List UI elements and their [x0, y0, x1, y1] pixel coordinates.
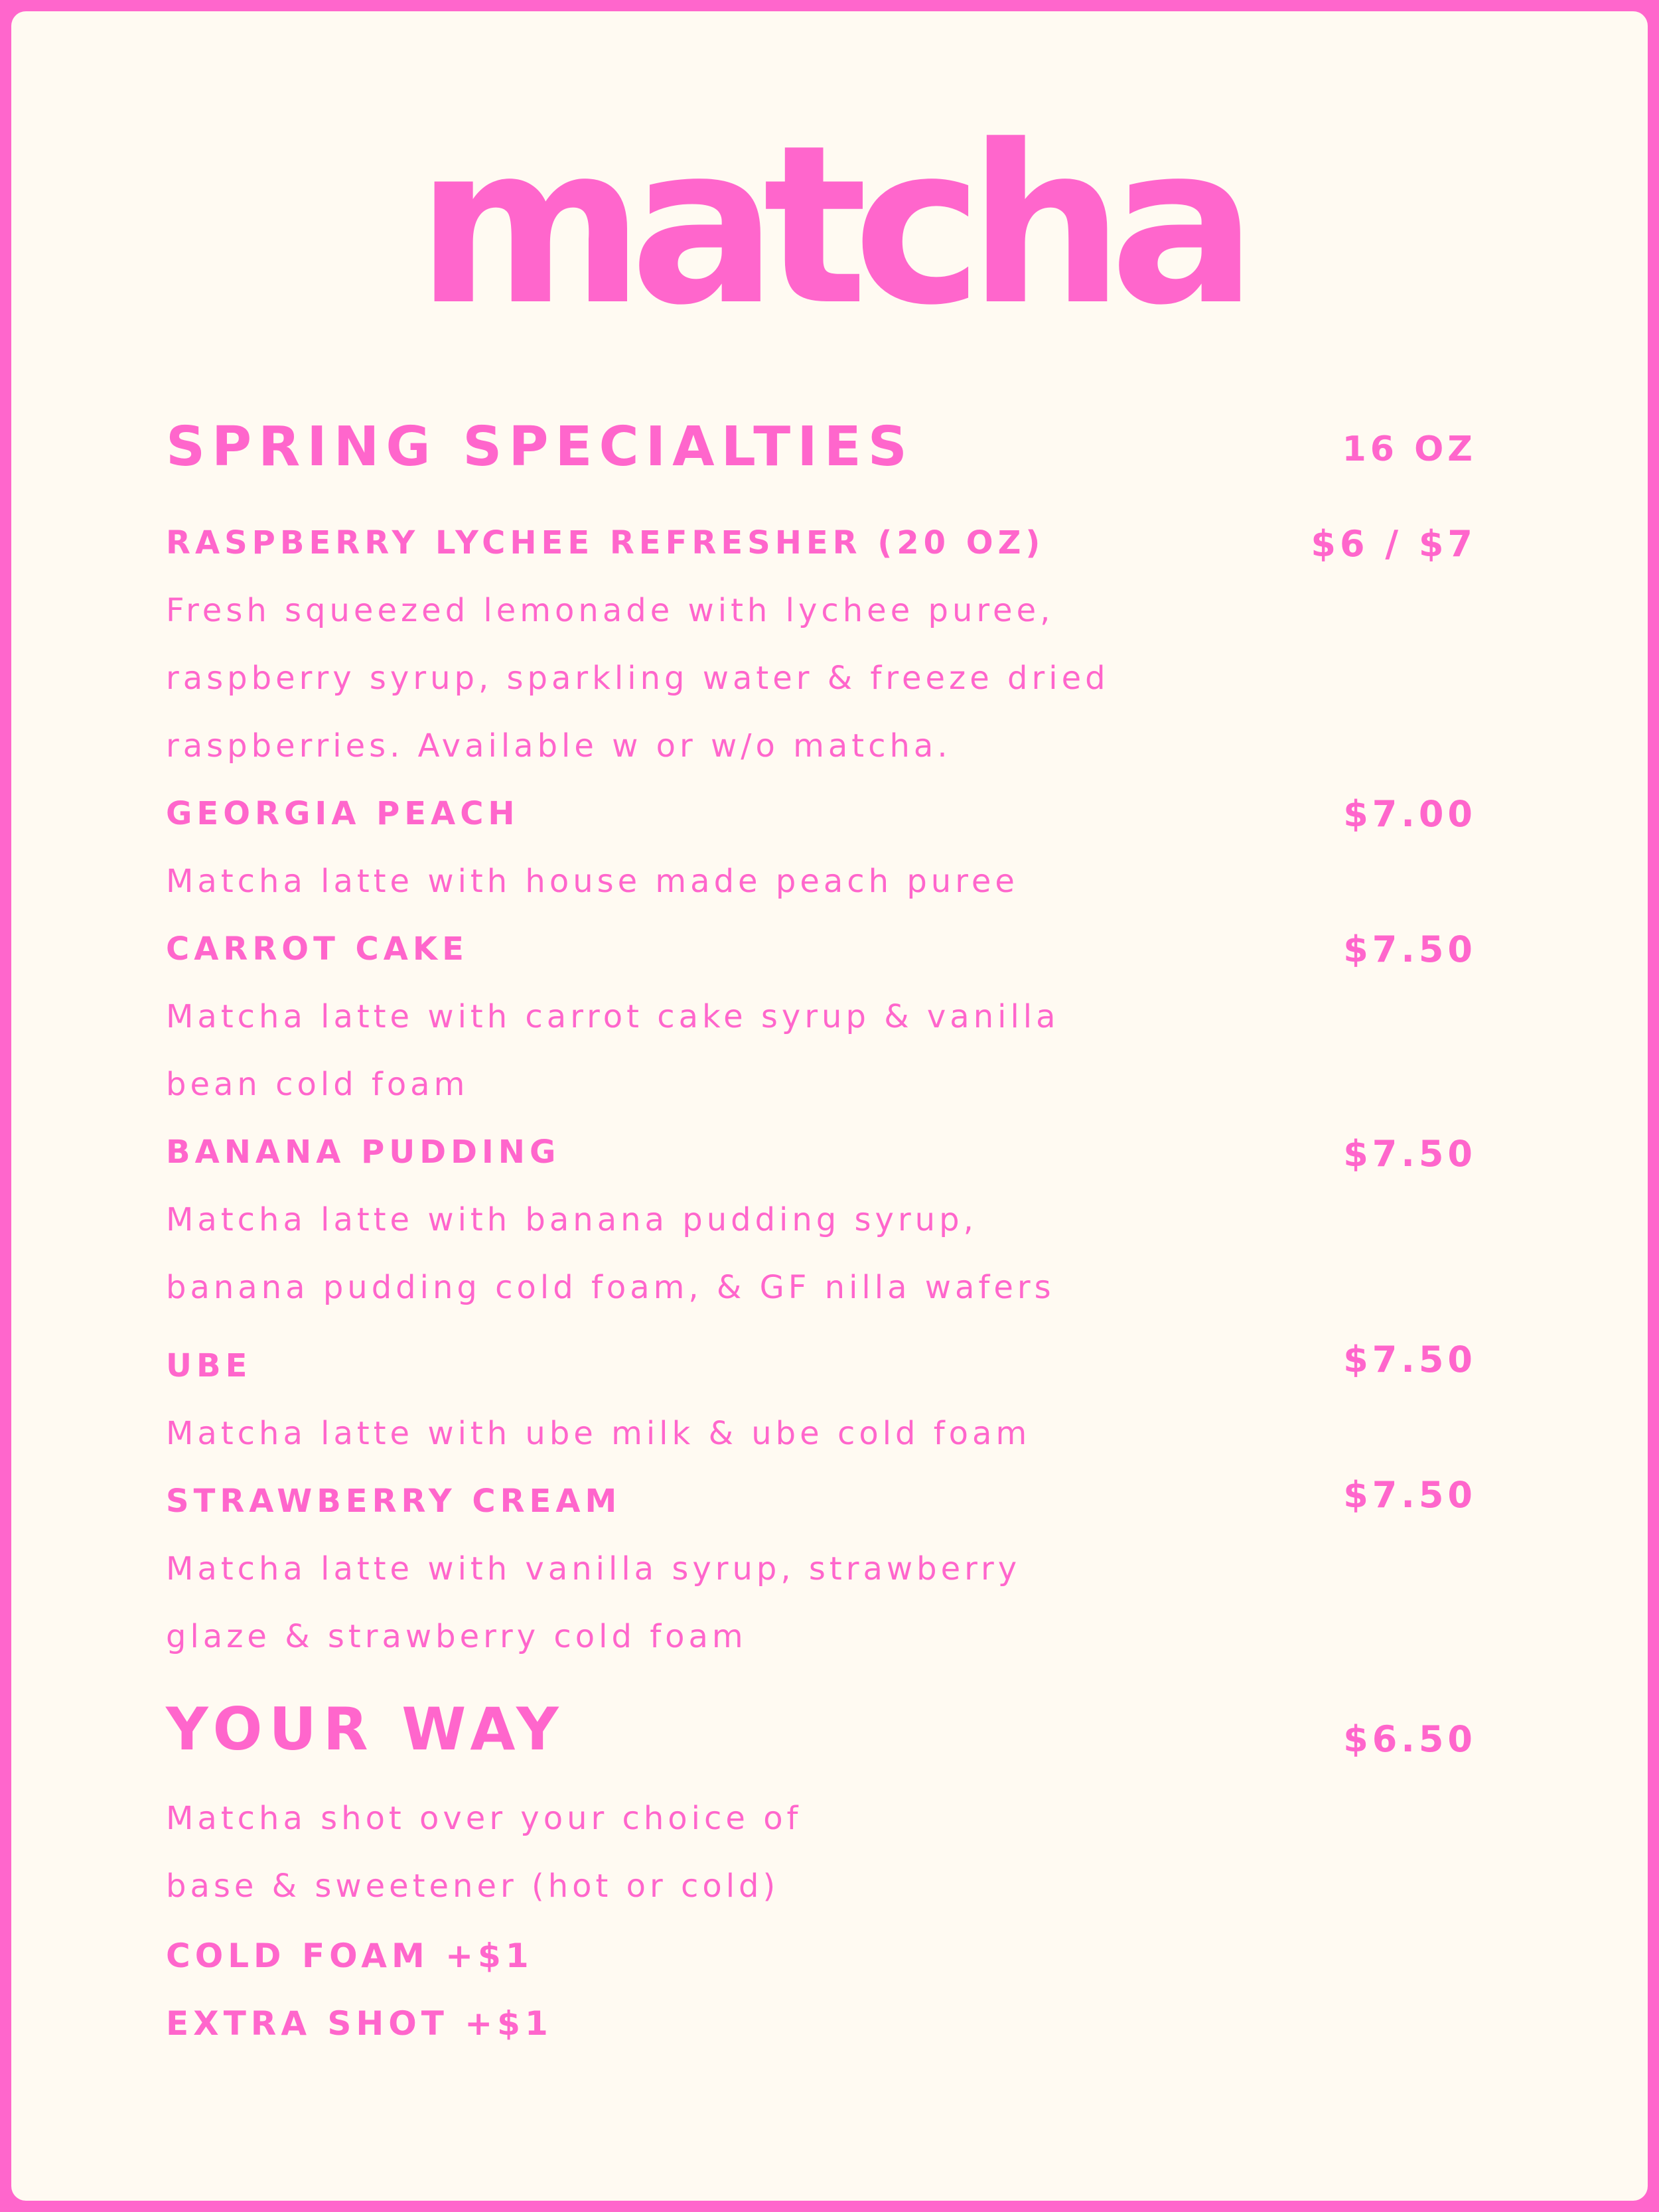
item-price-georgia-peach: $7.00 — [1343, 793, 1477, 835]
item-price-strawberry-cream: $7.50 — [1343, 1474, 1477, 1516]
item-name-carrot-cake: CARROT CAKE — [166, 930, 469, 968]
item-name-ube: UBE — [166, 1347, 252, 1384]
addon-extra-shot: EXTRA SHOT +$1 — [166, 2004, 553, 2043]
item-description-line: Matcha latte with banana pudding syrup, — [166, 1201, 977, 1238]
item-description-line: Fresh squeezed lemonade with lychee puree, — [166, 592, 1054, 629]
item-description-line: raspberry syrup, sparkling water & freeze dried — [166, 660, 1110, 697]
item-name-banana-pudding: BANANA PUDDING — [166, 1134, 561, 1171]
addon-cold-foam: COLD FOAM +$1 — [166, 1937, 534, 1975]
item-price-banana-pudding: $7.50 — [1343, 1133, 1477, 1175]
item-description-line: Matcha shot over your choice of — [166, 1800, 802, 1837]
item-description-line: banana pudding cold foam, & GF nilla wafers — [166, 1269, 1055, 1306]
item-price-carrot-cake: $7.50 — [1343, 928, 1477, 970]
item-description-line: glaze & strawberry cold foam — [166, 1618, 747, 1655]
item-description-line: Matcha latte with house made peach puree — [166, 863, 1019, 900]
item-description-line: raspberries. Available w or w/o matcha. — [166, 727, 952, 765]
item-name-georgia-peach: GEORGIA PEACH — [166, 795, 520, 832]
item-description-line: Matcha latte with vanilla syrup, strawberry — [166, 1550, 1021, 1587]
item-name-raspberry-lychee-refresher: RASPBERRY LYCHEE REFRESHER (20 OZ) — [166, 524, 1045, 561]
menu-title: matcha — [416, 98, 1243, 353]
size-label: 16 OZ — [1342, 429, 1477, 469]
section-heading-spring-specialties: SPRING SPECIALTIES — [166, 415, 914, 479]
item-description-line: Matcha latte with ube milk & ube cold foam — [166, 1415, 1031, 1452]
section-heading-your-way: YOUR WAY — [166, 1695, 565, 1763]
item-name-strawberry-cream: STRAWBERRY CREAM — [166, 1483, 622, 1520]
item-description-line: bean cold foam — [166, 1066, 469, 1103]
item-description-line: base & sweetener (hot or cold) — [166, 1868, 780, 1905]
item-price-your-way: $6.50 — [1343, 1718, 1477, 1760]
item-description-line: Matcha latte with carrot cake syrup & vanilla — [166, 998, 1060, 1035]
item-price-ube: $7.50 — [1343, 1339, 1477, 1380]
item-price-raspberry-lychee-refresher: $6 / $7 — [1311, 523, 1477, 565]
